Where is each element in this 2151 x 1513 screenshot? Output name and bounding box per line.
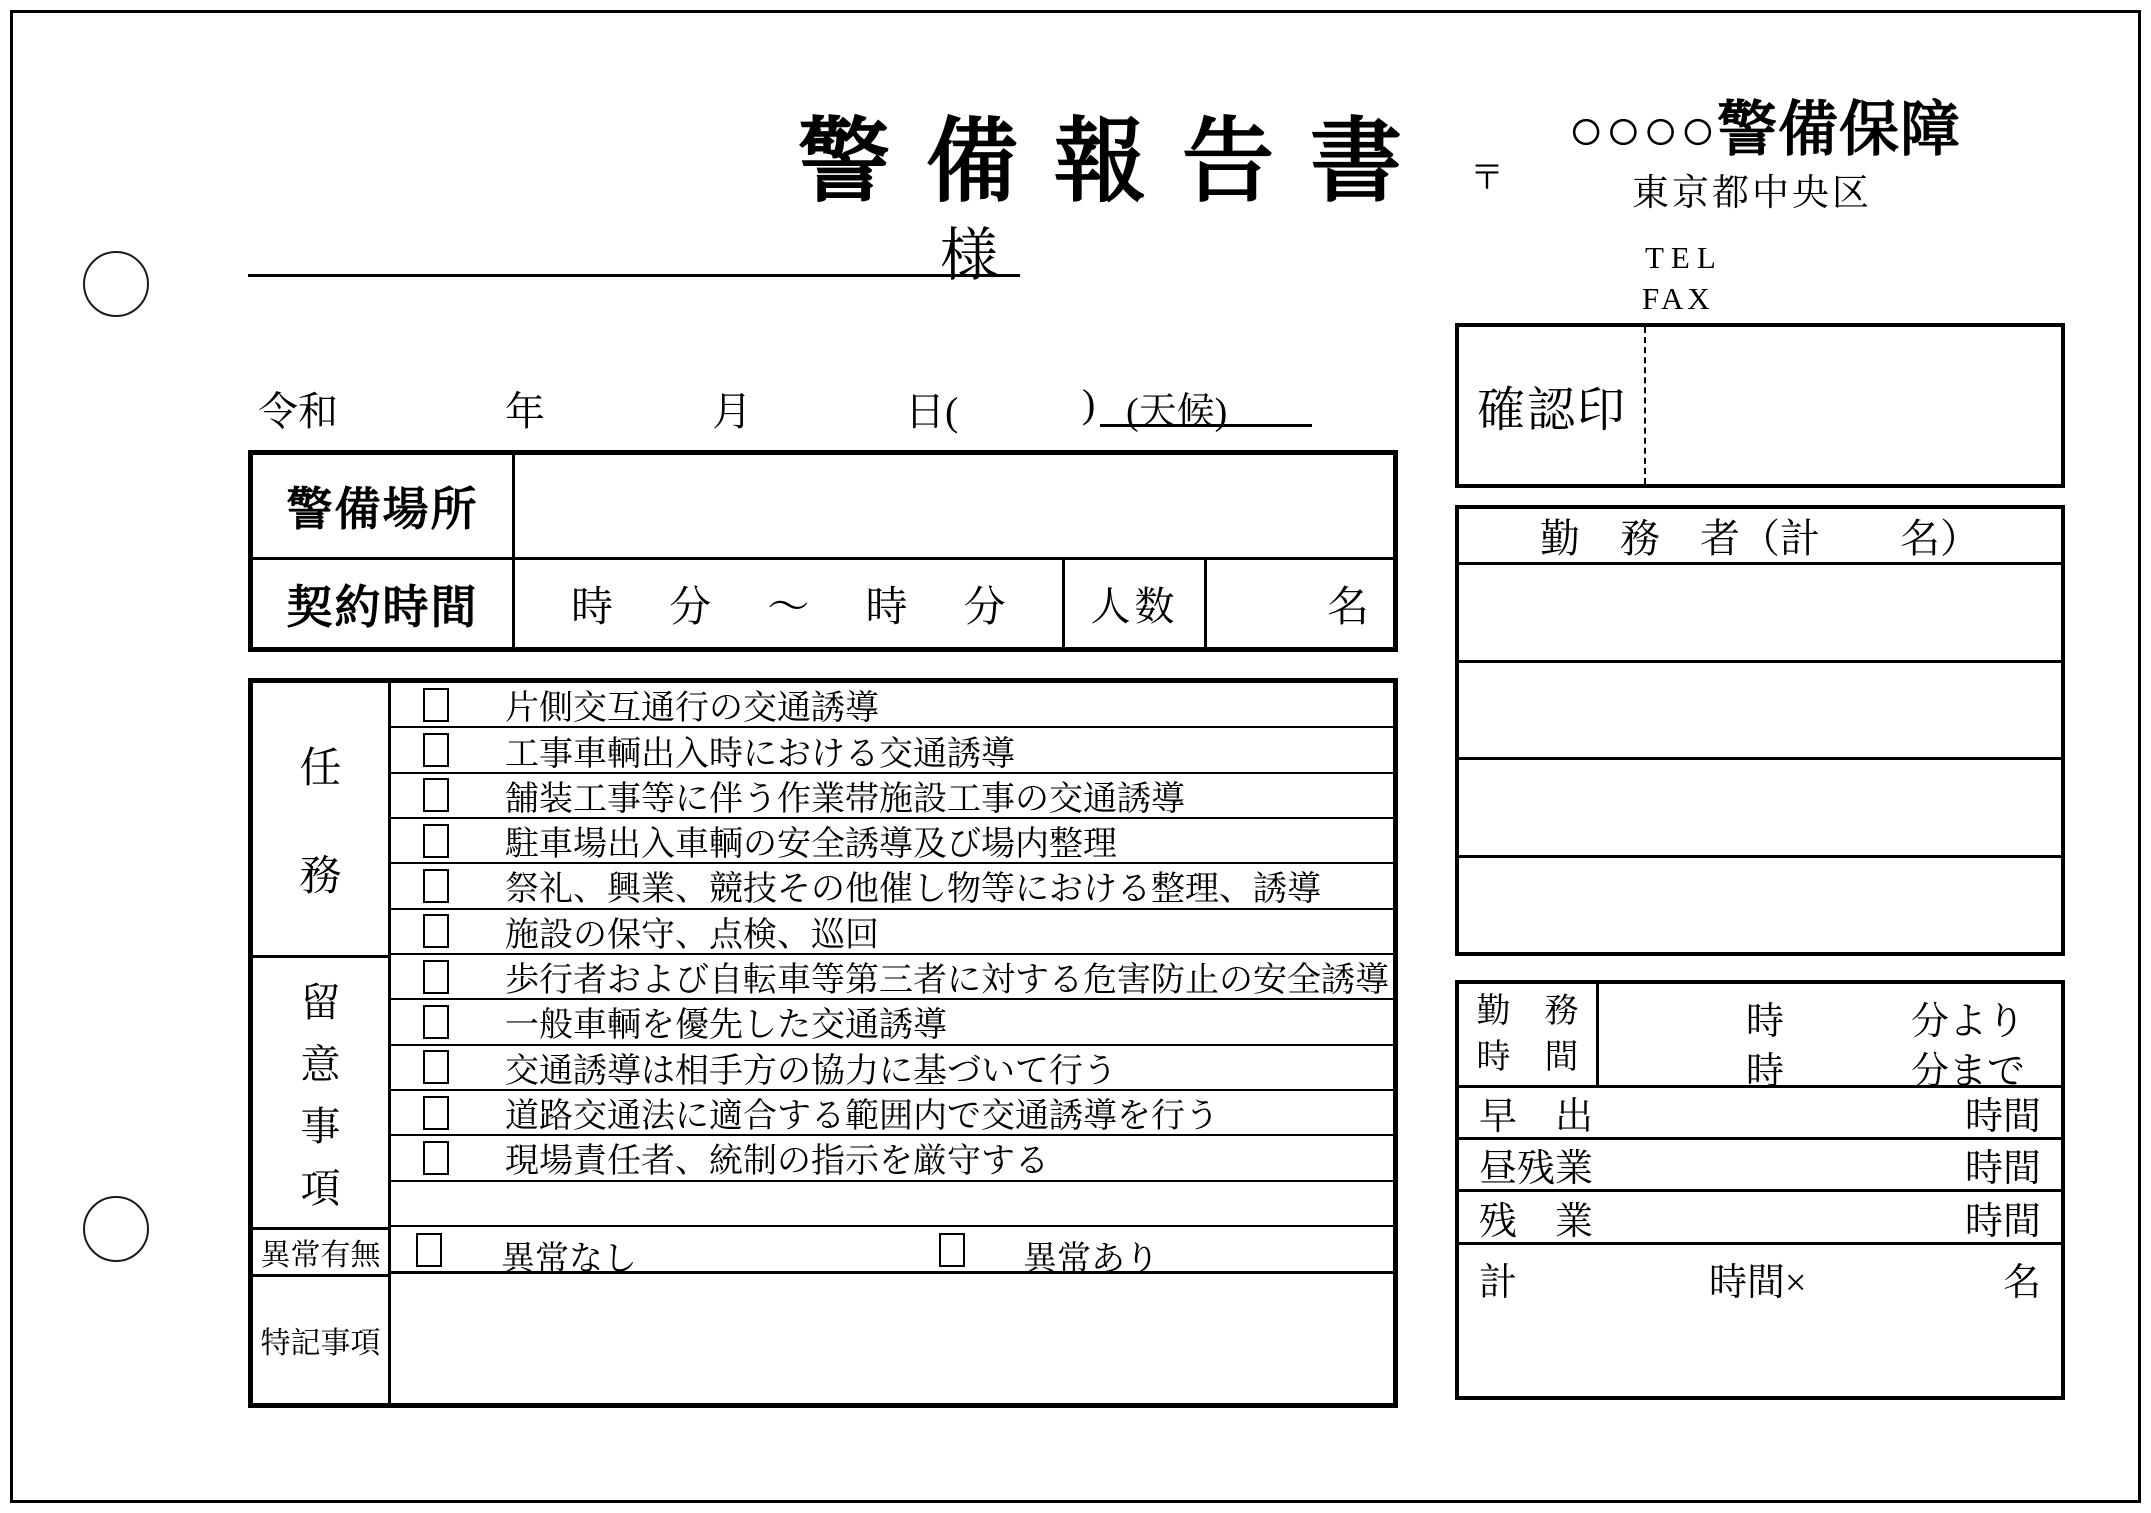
checklist-row <box>391 910 1393 955</box>
worker-row-field[interactable] <box>1459 565 2061 663</box>
checklist-item-label: 道路交通法に適合する範囲内で交通誘導を行う <box>505 1098 1219 1136</box>
site-label: 警備場所 <box>253 455 515 557</box>
recipient-name-field[interactable] <box>248 274 1020 277</box>
time-tilde: ～ <box>767 584 810 631</box>
overtime-unit: 時間 <box>1964 1200 2041 1243</box>
checkbox-icon[interactable] <box>423 824 449 858</box>
recipient-suffix: 様 <box>940 223 999 288</box>
notes-char-4: 項 <box>300 1166 341 1212</box>
punch-hole-bottom <box>83 1196 149 1262</box>
checklist-row <box>391 819 1393 864</box>
worktime-field[interactable] <box>1599 984 2061 1093</box>
abnormal-none-label: 異常なし <box>501 1240 637 1278</box>
checkbox-icon[interactable] <box>423 1096 449 1130</box>
checklist-item-label: 舗装工事等に伴う作業帯施設工事の交通誘導 <box>505 780 1185 818</box>
abnormal-section-label: 異常有無 <box>253 1227 388 1274</box>
worktime-row <box>1459 984 2061 1093</box>
time-hour-label: 時 <box>571 584 614 631</box>
checklist-row <box>391 728 1393 773</box>
fax-label: FAX <box>1642 281 1714 316</box>
form-title: 警備報告書 <box>797 111 1438 213</box>
date-day-label: 日( <box>905 389 959 434</box>
to-hour-label: 時 <box>1746 1051 1785 1093</box>
punch-hole-top <box>83 251 149 317</box>
from-hour-label: 時 <box>1746 1001 1785 1043</box>
section-duty-label <box>253 683 388 955</box>
worker-row-field[interactable] <box>1459 663 2061 761</box>
overtime-label: 残 業 <box>1479 1200 1594 1243</box>
workers-header: 勤 務 者（計 名） <box>1459 509 2061 565</box>
site-contract-table <box>248 450 1398 652</box>
date-month-label: 月 <box>712 389 752 434</box>
total-unit-label: 名 <box>2002 1262 2041 1304</box>
weather-label: (天候) <box>1126 391 1228 433</box>
headcount-field[interactable] <box>1207 560 1393 647</box>
from-min-label: 分より <box>1911 1001 2026 1043</box>
checklist-item-label: 駐車場出入車輌の安全誘導及び場内整理 <box>505 826 1117 864</box>
site-value-field[interactable] <box>515 455 1393 557</box>
checkbox-icon[interactable] <box>423 778 449 812</box>
confirm-stamp-label: 確認印 <box>1477 384 1628 437</box>
checklist-rows <box>391 683 1393 1403</box>
checkbox-icon[interactable] <box>423 869 449 903</box>
checklist-item-label: 祭礼、興業、競技その他催し物等における整理、誘導 <box>505 871 1321 909</box>
checklist-table <box>248 678 1398 1408</box>
worktime-label <box>1459 984 1599 1085</box>
abnormal-row <box>391 1227 1393 1278</box>
notes-char-1: 留 <box>300 979 341 1025</box>
worktime-to-line <box>1599 1034 2061 1093</box>
total-label: 計 <box>1479 1262 1518 1304</box>
confirm-stamp-box <box>1455 323 2065 488</box>
early-start-row[interactable] <box>1459 1088 2061 1140</box>
date-era-label: 令和 <box>258 389 338 434</box>
checklist-row-empty <box>391 1182 1393 1227</box>
stamp-area[interactable] <box>1647 327 2061 484</box>
checklist-row <box>391 1091 1393 1136</box>
checklist-item-label: 工事車輌出入時における交通誘導 <box>505 735 1015 773</box>
section-notes-label <box>253 955 388 1227</box>
checkbox-icon[interactable] <box>423 960 449 994</box>
headcount-unit-label: 名 <box>1326 584 1369 631</box>
checklist-row <box>391 1000 1393 1045</box>
overtime-row[interactable] <box>1459 1192 2061 1245</box>
checkbox-icon[interactable] <box>423 1141 449 1175</box>
contract-row <box>253 560 1393 647</box>
checklist-item-label: 施設の保守、点検、巡回 <box>505 916 879 954</box>
to-min-label: 分まで <box>1911 1051 2026 1093</box>
checkbox-icon[interactable] <box>423 1050 449 1084</box>
date-paren-close: ) <box>1082 381 1096 426</box>
checkbox-icon[interactable] <box>423 733 449 767</box>
total-row[interactable] <box>1459 1245 2061 1396</box>
checklist-row <box>391 1046 1393 1091</box>
time-min-label: 分 <box>669 584 712 631</box>
worktime-label-line2: 時 間 <box>1476 1038 1579 1076</box>
headcount-label: 人数 <box>1065 560 1207 647</box>
weather-field[interactable] <box>1100 424 1312 427</box>
date-year-label: 年 <box>505 389 545 434</box>
checklist-row <box>391 683 1393 728</box>
notes-char-3: 事 <box>300 1104 341 1150</box>
checklist-item-label: 一般車輌を優先した交通誘導 <box>505 1007 947 1045</box>
abnormal-present-label: 異常あり <box>1023 1240 1159 1278</box>
checklist-item-label: 歩行者および自転車等第三者に対する危害防止の安全誘導 <box>505 962 1389 1000</box>
site-row <box>253 455 1393 560</box>
checklist-item-label: 片側交互通行の交通誘導 <box>505 690 879 728</box>
company-address: 東京都中央区 <box>1632 173 1872 214</box>
postal-mark: 〒 <box>1470 160 1504 197</box>
worker-row-field[interactable] <box>1459 760 2061 858</box>
workers-table <box>1455 505 2065 956</box>
noon-overtime-unit: 時間 <box>1964 1148 2041 1190</box>
noon-overtime-row[interactable] <box>1459 1140 2061 1192</box>
checkbox-abnormal-none-icon[interactable] <box>416 1233 442 1267</box>
worktime-block <box>1455 980 2065 1400</box>
checkbox-icon[interactable] <box>423 914 449 948</box>
confirm-stamp-divider <box>1644 327 1646 484</box>
checklist-section-labels <box>253 683 391 1403</box>
worktime-label-line1: 勤 務 <box>1476 992 1579 1030</box>
total-multiplier-label: 時間× <box>1709 1262 1807 1304</box>
checklist-row <box>391 774 1393 819</box>
tel-label: TEL <box>1645 240 1723 275</box>
early-start-unit: 時間 <box>1964 1096 2041 1138</box>
checklist-row <box>391 1136 1393 1181</box>
company-name: ○○○○警備保障 <box>1568 97 1961 163</box>
duty-char-2: 務 <box>299 854 342 900</box>
time-hour-label: 時 <box>865 584 908 631</box>
early-start-label: 早 出 <box>1479 1096 1594 1138</box>
contract-time-field[interactable] <box>515 560 1065 647</box>
remarks-field[interactable] <box>391 1274 1393 1403</box>
remarks-section-label: 特記事項 <box>253 1274 388 1403</box>
worktime-from-line <box>1599 984 2061 1043</box>
contract-label: 契約時間 <box>253 560 515 647</box>
noon-overtime-label: 昼残業 <box>1479 1148 1594 1190</box>
checklist-row <box>391 955 1393 1000</box>
duty-char-1: 任 <box>299 746 342 792</box>
checkbox-abnormal-present-icon[interactable] <box>939 1233 965 1267</box>
checklist-item-label: 交通誘導は相手方の協力に基づいて行う <box>505 1052 1117 1090</box>
checkbox-icon[interactable] <box>423 1005 449 1039</box>
checkbox-icon[interactable] <box>423 688 449 722</box>
worker-row-field[interactable] <box>1459 858 2061 953</box>
notes-char-2: 意 <box>300 1041 341 1087</box>
checklist-item-label: 現場責任者、統制の指示を厳守する <box>505 1143 1049 1181</box>
checklist-row <box>391 864 1393 909</box>
time-min-label: 分 <box>963 584 1006 631</box>
